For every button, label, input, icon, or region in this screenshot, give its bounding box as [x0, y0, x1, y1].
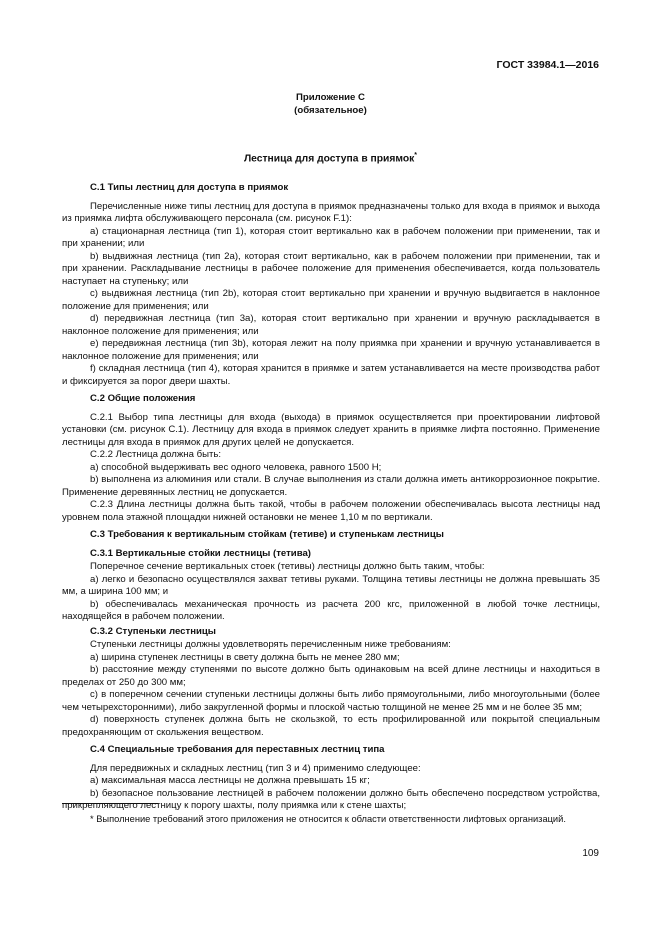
- footnote: * Выполнение требований этого приложения не относится к области ответственности лифтовых организаций.: [90, 814, 566, 824]
- list-item: а) способной выдерживать вес одного человека, равного 1500 Н;: [90, 461, 382, 473]
- paragraph: Поперечное сечение вертикальных стоек (тетивы) лестницы должно быть таким, чтобы:: [90, 561, 485, 572]
- list-item: е) передвижная лестница (тип 3b), которая лежит на полу приямка при хранении и вручную устанавливается в наклонное положение для применения; или: [62, 338, 600, 362]
- section-heading-c2: С.2 Общие положения: [90, 393, 196, 404]
- list-item: b) обеспечивалась механическая прочность из расчета 200 кгс, приложенной в любой точке лестницы, находящейся в рабочем положении.: [62, 598, 600, 622]
- list-item: а) стационарная лестница (тип 1), которая стоит вертикально как в рабочем положении при применении, так и при хранении; или: [62, 225, 600, 249]
- list-item: d) передвижная лестница (тип 3а), которая стоит вертикально при хранении и вручную раскладывается в наклонное положение для применения; или: [62, 313, 600, 337]
- paragraph: С.2.1 Выбор типа лестницы для входа (выхода) в приямок осуществляется при проектировании лифтовой установки (см. рисунок С.1). Лестницу для входа в приямок следует хранить в приямке лифта постоянно. Применение лестницы для входа в приямок для других целей не допускается.: [62, 411, 600, 448]
- paragraph: Ступеньки лестницы должны удовлетворять перечисленным ниже требованиям:: [90, 639, 451, 650]
- list-item: d) поверхность ступенек должна быть не скользкой, то есть профилированной или покрытой специальным предохраняющим от скольжения веществом.: [62, 714, 600, 738]
- list-item: а) максимальная масса лестницы не должна превышать 15 кг;: [90, 775, 370, 786]
- section-heading-c1: С.1 Типы лестниц для доступа в приямок: [90, 182, 289, 193]
- list-item: f) складная лестница (тип 4), которая хранится в приямке и затем устанавливается на месте производства работ и фиксируется за порог двери шахты.: [62, 363, 600, 387]
- paragraph: С.2.3 Длина лестницы должна быть такой, чтобы в рабочем положении обеспечивалась высота лестницы над уровнем пола этажной площадки нижней остановки не менее 1,10 м по вертикали.: [62, 499, 600, 523]
- page-title-text: Лестница для доступа в приямок: [243, 153, 415, 165]
- footnote-divider: [62, 803, 158, 804]
- list-item: а) ширина ступенек лестницы в свету должна быть не менее 280 мм;: [90, 651, 400, 663]
- paragraph: Для передвижных и складных лестниц (тип 3 и 4) применимо следующее:: [90, 762, 421, 774]
- list-item: с) выдвижная лестница (тип 2b), которая стоит вертикально при хранении и вручную выдвигается в наклонное положение для применения; или: [62, 288, 600, 312]
- list-item: b) безопасное пользование лестницей в рабочем положении должно быть обеспечено посредством устройства, прикрепляющего лестницу к порогу шахты, полу приямка или к стене шахты;: [62, 787, 600, 811]
- appendix-status: (обязательное): [294, 104, 367, 116]
- page-number: 109: [582, 848, 599, 859]
- subsection-heading-c3-2: С.3.2 Ступеньки лестницы: [90, 625, 216, 637]
- page-title: [0, 152, 661, 164]
- document-body: [62, 182, 600, 813]
- paragraph: Перечисленные ниже типы лестниц для доступа в приямок предназначены только для входа в приямок и выхода из приямка лифта обслуживающего персонала (см. рисунок F.1):: [62, 200, 600, 224]
- list-item: а) легко и безопасно осуществлялся захват тетивы руками. Толщина тетивы лестницы не должна превышать 35 мм, а ширина 100 мм; и: [62, 573, 600, 597]
- appendix-title: Приложение С: [296, 92, 365, 103]
- document-code: ГОСТ 33984.1—2016: [496, 59, 599, 71]
- list-item: b) выдвижная лестница (тип 2а), которая стоит вертикально, как в рабочем положении при применении, так и при хранении. Раскладывание лестницы в рабочее положение для применения обеспечивается, когда пользователь наступает на ступеньку; или: [62, 250, 600, 287]
- list-item: b) расстояние между ступенями по высоте должно быть одинаковым на всей длине лестницы и находиться в пределах от 250 до 300 мм;: [62, 664, 600, 688]
- list-item: с) в поперечном сечении ступеньки лестницы должны быть либо прямоугольными, либо многоугольными (более чем четырехсторонними), либо закругленной формы и плоской частью толщиной не менее 25 мм и не более 35 мм;: [62, 689, 600, 713]
- appendix-heading: [0, 92, 661, 117]
- list-item: b) выполнена из алюминия или стали. В случае выполнения из стали должна иметь антикоррозионное покрытие. Применение деревянных лестниц не допускается.: [62, 474, 600, 498]
- footnote-mark: *: [414, 152, 418, 159]
- section-heading-c3: С.3 Требования к вертикальным стойкам (тетиве) и ступенькам лестницы: [90, 529, 444, 540]
- paragraph: С.2.2 Лестница должна быть:: [90, 449, 222, 460]
- subsection-heading-c3-1: С.3.1 Вертикальные стойки лестницы (тетива): [90, 547, 311, 559]
- section-heading-c4: С.4 Специальные требования для переставных лестниц типа: [90, 744, 385, 755]
